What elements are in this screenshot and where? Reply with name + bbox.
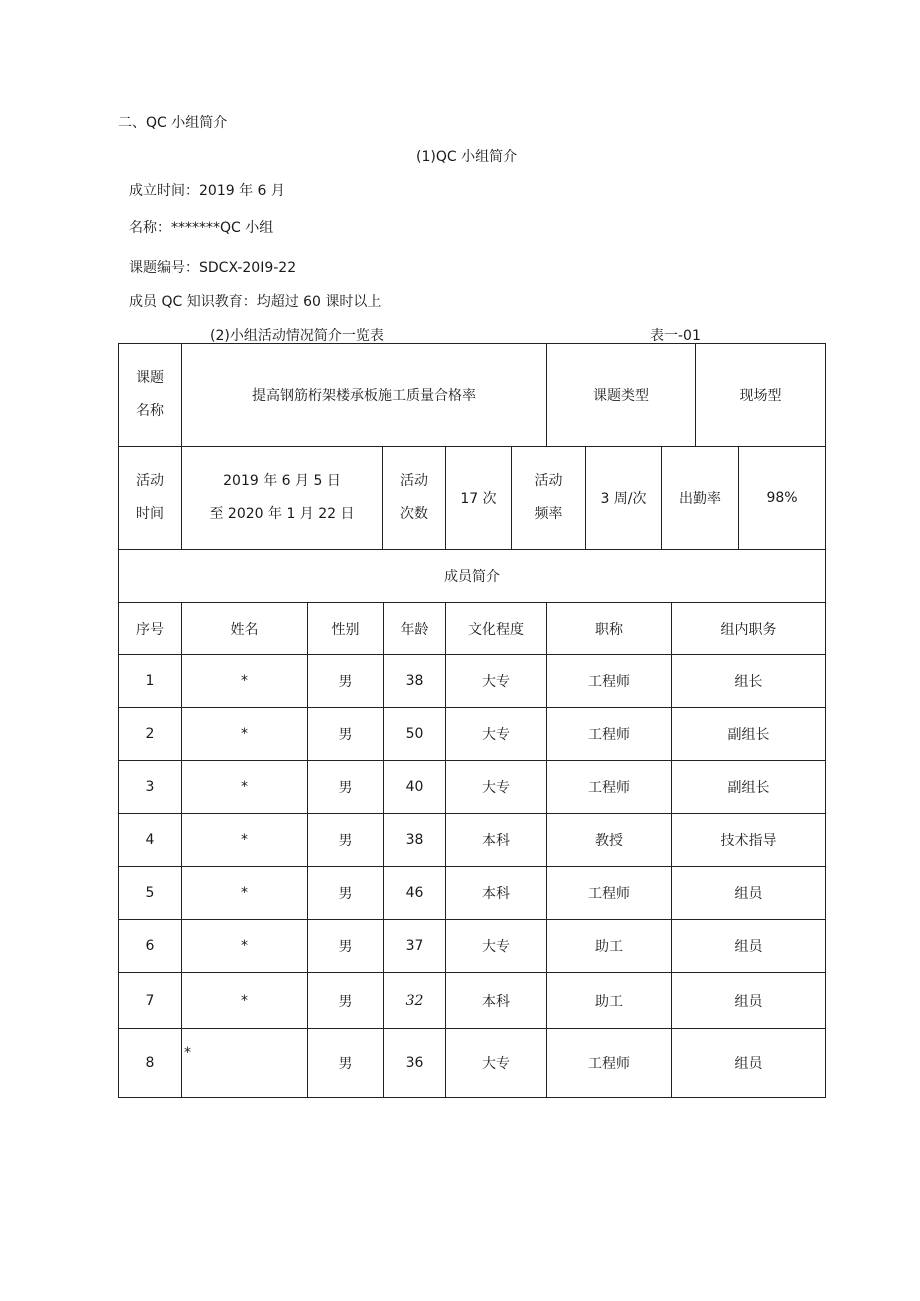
member-role: 组员 <box>672 973 826 1029</box>
header-name: 姓名 <box>182 603 308 655</box>
member-education: 大专 <box>446 708 547 761</box>
member-title: 助工 <box>547 973 672 1029</box>
member-no: 3 <box>119 761 182 814</box>
member-education: 大专 <box>446 1029 547 1098</box>
member-name: * <box>182 920 308 973</box>
member-gender: 男 <box>308 867 384 920</box>
member-gender: 男 <box>308 655 384 708</box>
member-role: 副组长 <box>672 708 826 761</box>
freq-label <box>512 447 586 549</box>
header-title: 职称 <box>547 603 672 655</box>
member-gender: 男 <box>308 814 384 867</box>
member-education: 本科 <box>446 973 547 1029</box>
member-gender: 男 <box>308 973 384 1029</box>
member-age: 37 <box>384 920 446 973</box>
act-time-value <box>182 447 383 549</box>
type-label: 课题类型 <box>547 344 696 446</box>
freq-value: 3 周/次 <box>586 447 662 549</box>
member-education: 本科 <box>446 814 547 867</box>
topic-label-2: 名称 <box>136 403 164 419</box>
member-education: 大专 <box>446 761 547 814</box>
table-row <box>119 867 826 920</box>
sub1-title: (1)QC 小组简介 <box>416 149 518 165</box>
member-gender: 男 <box>308 920 384 973</box>
act-time-label-2: 时间 <box>136 506 164 522</box>
member-role: 副组长 <box>672 761 826 814</box>
header-role: 组内职务 <box>672 603 826 655</box>
member-gender: 男 <box>308 708 384 761</box>
header-age: 年龄 <box>384 603 446 655</box>
member-no: 5 <box>119 867 182 920</box>
member-education: 本科 <box>446 867 547 920</box>
topic-label-cell <box>119 344 182 447</box>
member-gender: 男 <box>308 1029 384 1098</box>
member-role: 组员 <box>672 867 826 920</box>
type-value: 现场型 <box>739 388 782 404</box>
header-no: 序号 <box>119 603 182 655</box>
topic-type-cell <box>547 344 826 447</box>
members-title-row <box>119 550 826 603</box>
founded-line: 成立时间：2019 年 6 月 <box>129 183 285 199</box>
member-no: 7 <box>119 973 182 1029</box>
member-name: * <box>182 973 308 1029</box>
member-no: 8 <box>119 1029 182 1098</box>
member-title: 工程师 <box>547 1029 672 1098</box>
education-line: 成员 QC 知识教育：均超过 60 课时以上 <box>129 294 382 310</box>
act-time-value-2: 至 2020 年 1 月 22 日 <box>209 506 355 522</box>
topic-no-line: 课题编号：SDCX-20I9-22 <box>129 260 297 276</box>
member-age: 38 <box>384 814 446 867</box>
member-name: * <box>182 761 308 814</box>
member-gender: 男 <box>308 761 384 814</box>
topic-label-1: 课题 <box>136 370 164 386</box>
attendance-value: 98% <box>766 490 798 506</box>
topic-value-cell: 提高钢筋桁架楼承板施工质量合格率 <box>182 344 547 447</box>
activity-detail-cell <box>182 447 826 550</box>
member-no: 2 <box>119 708 182 761</box>
section-heading: 二、QC 小组简介 <box>118 115 228 131</box>
members-title: 成员简介 <box>119 550 826 603</box>
member-title: 工程师 <box>547 708 672 761</box>
table-row <box>119 920 826 973</box>
act-time-value-1: 2019 年 6 月 5 日 <box>223 473 341 489</box>
act-count-label <box>383 447 446 549</box>
member-age: 46 <box>384 867 446 920</box>
member-age: 50 <box>384 708 446 761</box>
table-row <box>119 814 826 867</box>
header-education: 文化程度 <box>446 603 547 655</box>
table-number: 表一-01 <box>650 328 701 344</box>
act-count-label-1: 活动 <box>400 473 428 489</box>
member-name: * <box>182 867 308 920</box>
members-header-row <box>119 603 826 655</box>
table-row <box>119 655 826 708</box>
table-row <box>119 973 826 1029</box>
activity-table <box>118 343 826 1098</box>
topic-row <box>119 344 826 447</box>
member-title: 助工 <box>547 920 672 973</box>
member-role: 技术指导 <box>672 814 826 867</box>
act-count-value: 17 次 <box>446 447 512 549</box>
sub2-title: (2)小组活动情况简介一览表 <box>210 328 384 344</box>
member-no: 4 <box>119 814 182 867</box>
member-name: * <box>182 655 308 708</box>
act-time-label-1: 活动 <box>136 473 164 489</box>
member-no: 6 <box>119 920 182 973</box>
name-line: 名称：*******QC 小组 <box>129 220 274 236</box>
member-name: * <box>182 1029 308 1098</box>
header-gender: 性别 <box>308 603 384 655</box>
member-title: 工程师 <box>547 761 672 814</box>
attendance-label: 出勤率 <box>662 447 739 549</box>
act-count-label-2: 次数 <box>400 506 428 522</box>
member-title: 工程师 <box>547 867 672 920</box>
table-row <box>119 708 826 761</box>
member-title: 工程师 <box>547 655 672 708</box>
member-name: * <box>182 814 308 867</box>
member-no: 1 <box>119 655 182 708</box>
activity-row <box>119 447 826 550</box>
member-age: 36 <box>384 1029 446 1098</box>
act-time-label-cell <box>119 447 182 550</box>
member-education: 大专 <box>446 920 547 973</box>
member-role: 组长 <box>672 655 826 708</box>
member-age: 38 <box>384 655 446 708</box>
member-name: * <box>182 708 308 761</box>
member-role: 组员 <box>672 1029 826 1098</box>
table-row <box>119 1029 826 1098</box>
table-row <box>119 761 826 814</box>
member-age: 40 <box>384 761 446 814</box>
member-education: 大专 <box>446 655 547 708</box>
freq-label-1: 活动 <box>534 473 563 489</box>
member-title: 教授 <box>547 814 672 867</box>
freq-label-2: 频率 <box>534 506 563 522</box>
member-age: 32 <box>384 973 446 1029</box>
member-role: 组员 <box>672 920 826 973</box>
